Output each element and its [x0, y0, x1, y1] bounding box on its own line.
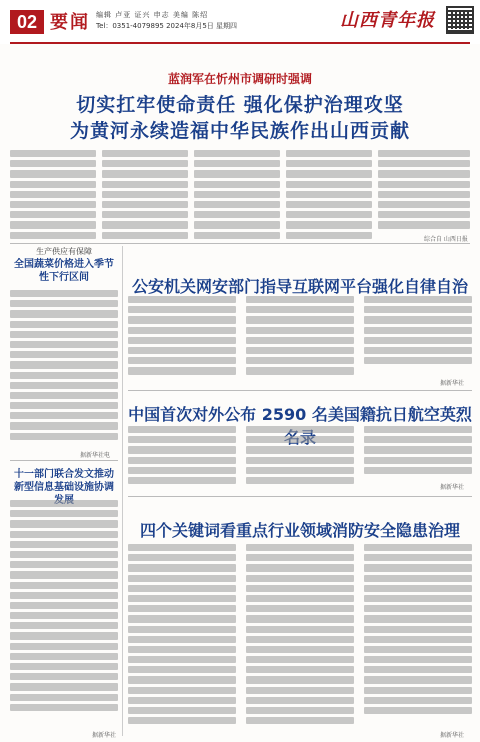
story2-title: 中国首次对外公布 2590 名美国籍抗日航空英烈 — [128, 405, 472, 424]
lead-headline-1: 切实扛牢使命责任 强化保护治理攻坚 — [76, 94, 404, 116]
sidebar-story1-source: 据新华社电 — [80, 452, 111, 459]
sidebar-story2-body — [10, 500, 118, 726]
header-rule — [10, 42, 470, 44]
sidebar-story1-body — [10, 290, 118, 448]
story2-source: 据新华社 — [440, 484, 465, 491]
story3-title: 四个关键词看重点行业领域消防安全隐患治理 — [139, 521, 460, 540]
column-divider — [122, 246, 123, 736]
editor-line: 编辑 卢亚 证兴 申志 美编 陈绍 — [96, 11, 209, 19]
lead-body-col4 — [286, 150, 372, 242]
sidebar-story2-source: 据新华社 — [92, 732, 117, 739]
story1-body-col1 — [128, 296, 236, 378]
newspaper-logo: 山西青年报 — [340, 10, 435, 31]
divider — [128, 390, 472, 391]
lead-body-col3 — [194, 150, 280, 242]
lead-body-col1 — [10, 150, 96, 242]
lead-headline-2: 为黄河永续造福中华民族作出山西贡献 — [69, 120, 410, 142]
story2-body-col1 — [128, 426, 236, 488]
story1-title: 公安机关网安部门指导互联网平台强化自律自治 — [131, 277, 468, 296]
story3-body-col1 — [128, 544, 236, 730]
story1-source: 据新华社 — [440, 380, 465, 387]
lead-source: 综合自 山西日报 — [424, 236, 468, 243]
story1-body-col2 — [246, 296, 354, 378]
lead-kicker: 蓝润军在忻州市调研时强调 — [167, 72, 312, 86]
sidebar-story2-title: 十一部门联合发文推动新型信息基础设施协调 — [14, 469, 114, 493]
divider — [128, 496, 472, 497]
story3-source: 据新华社 — [440, 732, 465, 739]
divider — [10, 460, 118, 461]
story3-body-col3 — [364, 544, 472, 720]
section-title: 要闻 — [50, 12, 90, 33]
page-number: 02 — [10, 10, 44, 34]
sidebar-kicker: 生产供应有保障 — [36, 247, 92, 256]
story2-body-col3 — [364, 426, 472, 478]
divider — [10, 243, 470, 244]
page-header — [0, 0, 480, 44]
qr-code-icon — [446, 6, 474, 34]
story1-body-col3 — [364, 296, 472, 368]
sidebar-story1-title: 全国蔬菜价格进入季节性下行区间 — [14, 259, 114, 283]
lead-body-col2 — [102, 150, 188, 242]
story3-body-col2 — [246, 544, 354, 730]
lead-body-col5 — [378, 150, 470, 232]
story2-body-col2 — [246, 426, 354, 488]
date-line: Tel：0351-4079895 2024年8月5日 星期四 — [96, 22, 238, 30]
